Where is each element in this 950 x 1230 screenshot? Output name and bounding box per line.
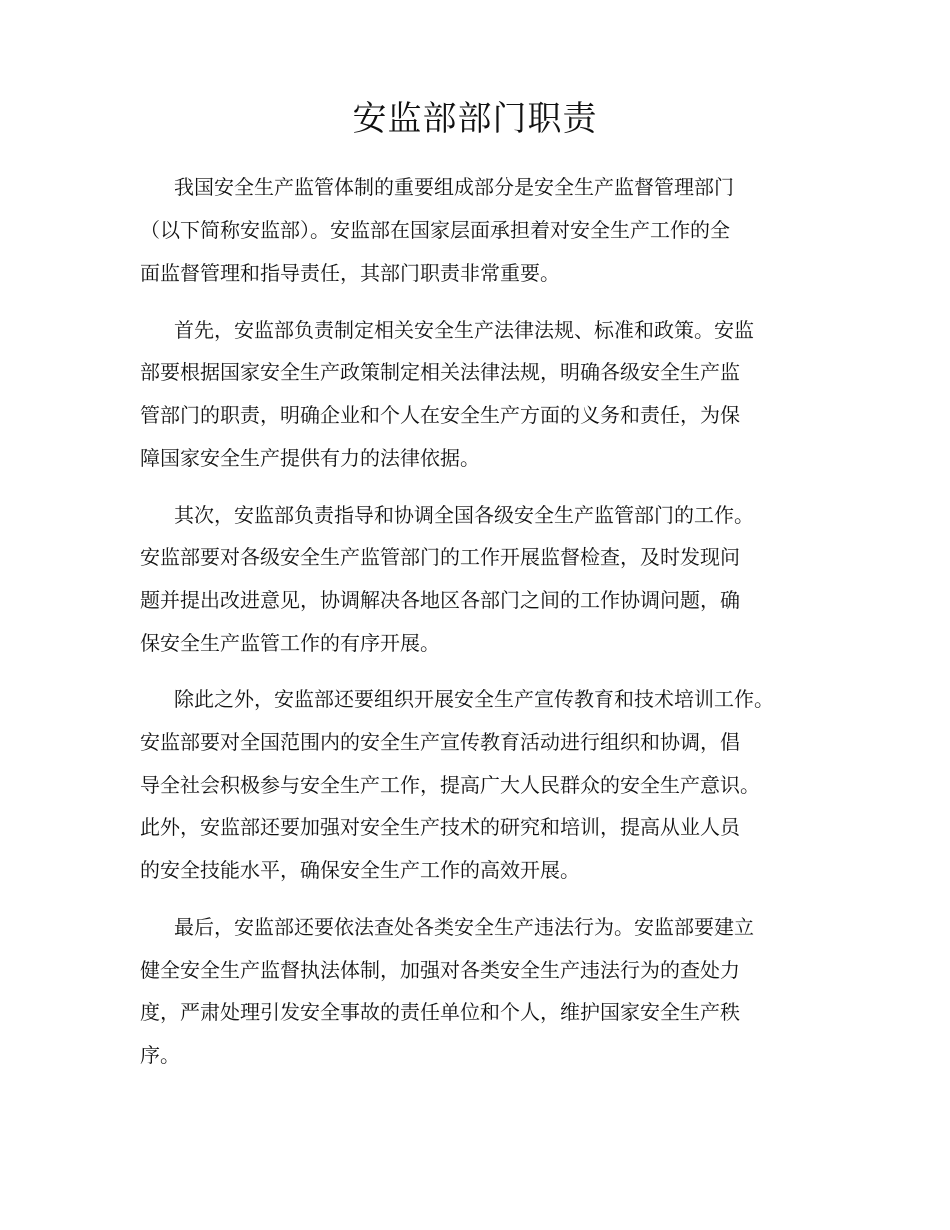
paragraph-2-line-3: 管部门的职责，明确企业和个人在安全生产方面的义务和责任，为保 bbox=[140, 403, 740, 427]
paragraph-2-line-1: 首先，安监部负责制定相关安全生产法律法规、标准和政策。安监 bbox=[174, 318, 754, 342]
paragraph-4-line-5: 的安全技能水平，确保安全生产工作的高效开展。 bbox=[140, 858, 580, 882]
paragraph-3-line-2: 安监部要对各级安全生产监管部门的工作开展监督检查，及时发现问 bbox=[140, 545, 740, 569]
paragraph-3-line-4: 保安全生产监管工作的有序开展。 bbox=[140, 631, 440, 655]
paragraph-5-line-1: 最后，安监部还要依法查处各类安全生产违法行为。安监部要建立 bbox=[174, 915, 754, 939]
paragraph-4-line-1: 除此之外，安监部还要组织开展安全生产宣传教育和技术培训工作。 bbox=[174, 687, 774, 711]
paragraph-5-line-3: 度，严肃处理引发安全事故的责任单位和个人，维护国家安全生产秩 bbox=[140, 1000, 740, 1024]
paragraph-2-line-4: 障国家安全生产提供有力的法律依据。 bbox=[140, 446, 480, 470]
paragraph-3-line-1: 其次，安监部负责指导和协调全国各级安全生产监管部门的工作。 bbox=[174, 503, 754, 527]
paragraph-3-line-3: 题并提出改进意见，协调解决各地区各部门之间的工作协调问题，确 bbox=[140, 588, 740, 612]
paragraph-1-line-3: 面监督管理和指导责任，其部门职责非常重要。 bbox=[140, 261, 560, 285]
paragraph-4-line-4: 此外，安监部还要加强对安全生产技术的研究和培训，提高从业人员 bbox=[140, 815, 740, 839]
paragraph-1-line-2: （以下简称安监部）。安监部在国家层面承担着对安全生产工作的全 bbox=[140, 218, 730, 242]
paragraph-4-line-2: 安监部要对全国范围内的安全生产宣传教育活动进行组织和协调，倡 bbox=[140, 730, 740, 754]
paragraph-5-line-4: 序。 bbox=[140, 1043, 180, 1067]
paragraph-2-line-2: 部要根据国家安全生产政策制定相关法律法规，明确各级安全生产监 bbox=[140, 360, 740, 384]
page-title: 安监部部门职责 bbox=[352, 99, 598, 139]
paragraph-1-line-1: 我国安全生产监管体制的重要组成部分是安全生产监督管理部门 bbox=[174, 175, 734, 199]
paragraph-4-line-3: 导全社会积极参与安全生产工作，提高广大人民群众的安全生产意识。 bbox=[140, 773, 760, 797]
paragraph-5-line-2: 健全安全生产监督执法体制，加强对各类安全生产违法行为的查处力 bbox=[140, 958, 740, 982]
